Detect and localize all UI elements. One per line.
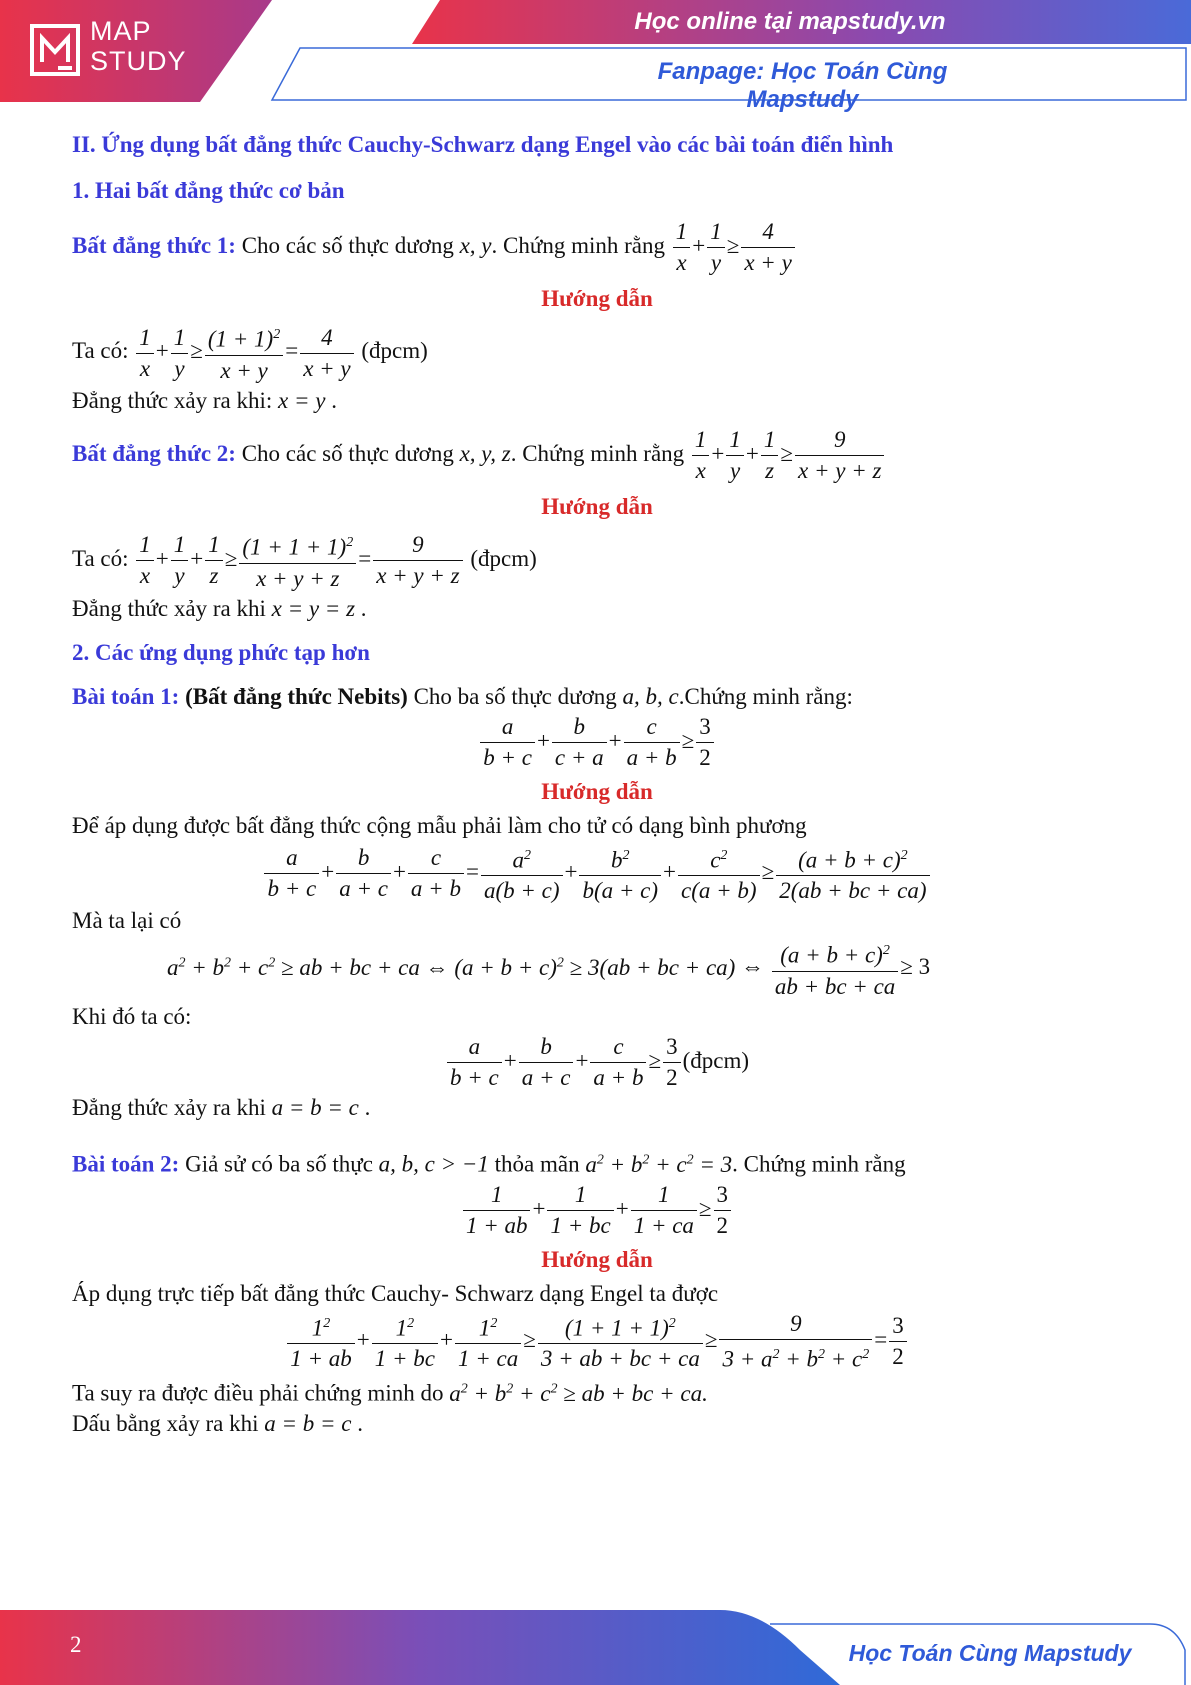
bt2-prove: . Chứng minh rằng: [732, 1151, 906, 1177]
site-link[interactable]: Học online tại mapstudy.vn: [634, 8, 946, 35]
bdt1-eq-text: Đẳng thức xảy ra khi:: [72, 387, 273, 413]
bt2-text: Giả sử có ba số thực: [185, 1151, 373, 1177]
subsection-1-title: 1. Hai bất đẳng thức cơ bản: [72, 178, 345, 203]
bt1-eq-text: Đẳng thức xảy ra khi: [72, 1095, 266, 1121]
bt1-formula-2: $\frac{a}{b + c}$ + $\frac{b}{a + c}$ + $\frac{c}{a + b}$ = $\frac{a^2}{a(b + c)}$ + $\frac{b^2}{b(a + c)}$ + $\frac{c^2}{c(a + b)}$ ≥ $\frac{(a + b + c)^2}{2(ab + bc + ca)}$: [72, 841, 1122, 907]
bdt1-text: Cho các số thực dương: [241, 233, 454, 258]
bt2-formula: $\frac{1}{1 + ab}$ + $\frac{1}{1 + bc}$ + $\frac{1}{1 + ca}$ ≥ $\frac{3}{2}$: [72, 1180, 1122, 1241]
footer-text[interactable]: Học Toán Cùng Mapstudy: [848, 1640, 1132, 1666]
bt2-line2-row: Ta suy ra được điều phải chứng minh do $a^2 + b^2 + c^2$ ≥ ab + bc + ca.: [72, 1381, 708, 1407]
section-title: II. Ứng dụng bất đẳng thức Cauchy-Schwarz dạng Engel vào các bài toán điển hình: [72, 132, 894, 157]
bt1-line3: Khi đó ta có:: [72, 1004, 192, 1030]
logo-text: [90, 16, 187, 76]
formula: $\frac{1}{x}$: [673, 217, 691, 278]
bdt2-guide: Hướng dẫn: [541, 494, 653, 520]
bt1-line2: Mà ta lại có: [72, 908, 182, 934]
logo-line1: MAP: [90, 16, 152, 46]
bt2-label: Bài toán 2:: [72, 1151, 180, 1177]
bdt1-label: Bất đẳng thức 1:: [72, 233, 236, 258]
bdt1-taco: Ta có:: [72, 338, 129, 364]
page-header: [0, 0, 1191, 113]
bdt1-vars: x, y: [459, 233, 492, 258]
bdt1-dpcm: (đpcm): [361, 338, 428, 364]
bdt1-guide: Hướng dẫn: [541, 286, 653, 312]
dot: .: [364, 1095, 371, 1121]
bdt1-eq-cond: x = y: [278, 387, 326, 413]
bdt2-prove: . Chứng minh rằng: [510, 440, 685, 466]
bt2-formula-2: $\frac{1^2}{1 + ab}$ + $\frac{1^2}{1 + bc}$ + $\frac{1^2}{1 + ca}$ ≥ $\frac{(1 + 1 + 1)^2}{3 + ab + bc + ca}$ ≥ $\frac{9}{3 + a^2 + b^2 + c^2}$ = $\frac{3}{2}$: [72, 1309, 1122, 1375]
bt2-equality: [72, 1409, 1122, 1439]
bt1-name: (Bất đẳng thức Nebits): [185, 683, 408, 709]
bt1-guide: Hướng dẫn: [541, 778, 653, 804]
bdt2-eq-cond: x = y = z: [271, 595, 356, 621]
page-number: 2: [70, 1632, 82, 1657]
bt2-line1: Áp dụng trực tiếp bất đẳng thức Cauchy- Schwarz dạng Engel ta được: [72, 1280, 719, 1306]
bt1-vars: a, b, c: [622, 683, 679, 709]
bt2-eq-cond: a = b = c: [264, 1411, 352, 1437]
bt1-formula-3: $a^2 + b^2 + c^2$ ≥ ab + bc + ca ⇔ $(a + b + c)^2 \ge 3(ab$ + bc + ca) ⇔ $\frac{(a + b + c)^2}{ab + bc + ca}$ ≥ 3: [72, 936, 1122, 1002]
bt1-label: Bài toán 1:: [72, 683, 180, 709]
page-content: [72, 130, 1122, 1439]
bt2-thoa: thỏa mãn: [494, 1151, 580, 1177]
bdt1-equality: [72, 386, 1122, 416]
bt2-cond: a, b, c > −1: [378, 1151, 489, 1177]
bdt2-solution: Ta có: $\frac{1}{x}$ + $\frac{1}{y}$ + $\frac{1}{z}$ ≥ $\frac{(1 + 1 + 1)^2}{x + y + z}$ = $\frac{9}{x + y + z}$ (đpcm): [72, 528, 1122, 594]
bdt1-statement: Bất đẳng thức 1: Cho các số thực dương x, y. Chứng minh rằng $\frac{1}{x}$ + $\frac{1}{y}$ ≥ $\frac{4}{x + y}$: [72, 216, 1122, 278]
bt1-dpcm: (đpcm): [682, 1047, 749, 1073]
bdt2-statement: Bất đẳng thức 2: Cho các số thực dương x, y, z. Chứng minh rằng $\frac{1}{x}$ + $\frac{1}{y}$ + $\frac{1}{z}$ ≥ $\frac{9}{x + y + z}$: [72, 424, 1122, 486]
bdt2-vars: x, y, z: [459, 440, 511, 466]
bt1-text: Cho ba số thực dương: [413, 683, 617, 709]
bt2-guide: Hướng dẫn: [541, 1246, 653, 1272]
bt1-formula: $\frac{a}{b + c}$ + $\frac{b}{c + a}$ + $\frac{c}{a + b}$ ≥ $\frac{3}{2}$: [72, 712, 1122, 773]
bdt2-equality: [72, 594, 1122, 624]
bdt1-solution: Ta có: $\frac{1}{x}$ + $\frac{1}{y}$ ≥ $\frac{(1 + 1)^2}{x + y}$ = $\frac{4}{x + y}$ (đpcm): [72, 320, 1122, 386]
bt1-line1: Để áp dụng được bất đẳng thức cộng mẫu phải làm cho tử có dạng bình phương: [72, 812, 807, 838]
dot: .: [331, 387, 337, 413]
dot: .: [357, 1411, 363, 1437]
bt1-statement: [72, 682, 1122, 712]
bt2-statement: Bài toán 2: Giả sử có ba số thực a, b, c > −1 thỏa mãn $a^2 + b^2 + c^2 = 3$. Chứng minh rằng: [72, 1151, 906, 1177]
bt1-prove: .Chứng minh rằng:: [678, 683, 853, 709]
subsection-2-title: 2. Các ứng dụng phức tạp hơn: [72, 639, 370, 665]
bdt2-label: Bất đẳng thức 2:: [72, 440, 236, 466]
bdt2-dpcm: (đpcm): [470, 546, 537, 572]
bdt2-eq-text: Đẳng thức xảy ra khi: [72, 595, 266, 621]
bt2-line3: Dấu bằng xảy ra khi: [72, 1411, 259, 1437]
bdt1-prove: . Chứng minh rằng: [491, 233, 665, 258]
dot: .: [360, 595, 367, 621]
bt1-formula-4: $\frac{a}{b + c}$ + $\frac{b}{a + c}$ + $\frac{c}{a + b}$ ≥ $\frac{3}{2}$ (đpcm): [72, 1032, 1122, 1093]
bt1-eq-cond: a = b = c: [271, 1095, 359, 1121]
bdt2-taco: Ta có:: [72, 546, 129, 572]
bt1-equality: [72, 1093, 1122, 1123]
logo-line2: STUDY: [90, 46, 187, 76]
bt2-line2: Ta suy ra được điều phải chứng minh do: [72, 1381, 444, 1407]
fanpage-link[interactable]: Fanpage: Học Toán Cùng Mapstudy: [657, 58, 948, 113]
bdt2-text: Cho các số thực dương: [241, 440, 454, 466]
